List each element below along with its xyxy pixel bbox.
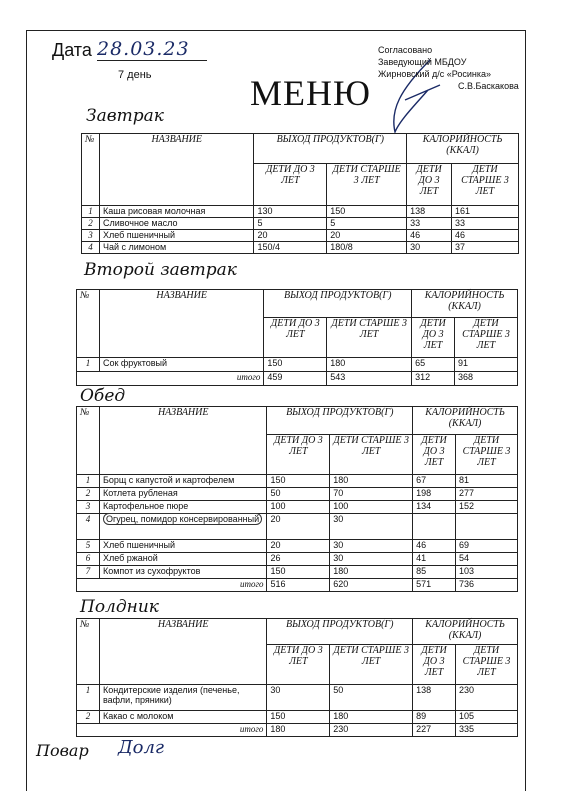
cell-cal-over: 277 [456,488,518,501]
col-calories: КАЛОРИЙНОСТЬ (ККАЛ) [413,619,518,645]
cook-label: Повар [36,741,89,760]
cell-output-under: 20 [267,514,330,540]
cook-signature: Долг [118,737,165,758]
cell-num: 5 [77,540,100,553]
total-output-under: 180 [267,724,330,737]
col-num: № [77,619,100,685]
date-label: Дата [52,40,92,60]
col-name: НАЗВАНИЕ [99,619,266,685]
day-number: 7 день [118,69,152,81]
cell-name: Каша рисовая молочная [99,206,254,218]
total-output-over: 620 [330,579,413,592]
cell-output-over: 180/8 [327,242,407,254]
approval-line: С.В.Баскакова [458,81,519,91]
approval-block [378,44,519,92]
cell-name: Котлета рубленая [99,488,267,501]
col-kids-under: ДЕТИ ДО 3 ЛЕТ [412,318,455,358]
cell-output-under: 5 [254,218,327,230]
cell-num: 2 [82,218,100,230]
cell-output-over: 150 [327,206,407,218]
cell-output-over: 180 [330,711,413,724]
table-row [82,218,519,230]
cell-output-over: 30 [330,514,413,540]
cell-num: 7 [77,566,100,579]
col-kids-under: ДЕТИ ДО 3 ЛЕТ [267,435,330,475]
cell-name: Какао с молоком [99,711,266,724]
cell-cal-over: 54 [456,553,518,566]
section-title-lunch: Обед [80,386,126,406]
cell-cal-under: 46 [407,230,452,242]
cell-output-under: 150 [267,475,330,488]
col-kids-under: ДЕТИ ДО 3 ЛЕТ [407,164,452,206]
cell-name: Кондитерские изделия (печенье, вафли, пряники) [99,685,266,711]
cell-cal-over [456,514,518,540]
cell-cal-under: 134 [413,501,456,514]
cell-name: Хлеб пшеничный [99,230,254,242]
col-num: № [77,407,100,475]
total-label: итого [77,724,267,737]
cell-name: Хлеб ржаной [99,553,267,566]
total-cal-under: 571 [413,579,456,592]
cell-output-over: 70 [330,488,413,501]
cell-cal-over: 161 [452,206,519,218]
table-row-total [77,579,518,592]
total-cal-over: 335 [456,724,518,737]
cell-cal-under: 33 [407,218,452,230]
cell-output-under: 150 [267,711,330,724]
cell-output-under: 30 [267,685,330,711]
cell-output-over: 30 [330,540,413,553]
col-output: ВЫХОД ПРОДУКТОВ(Г) [267,407,413,435]
cell-output-under: 150 [267,566,330,579]
table-row [77,711,518,724]
col-name: НАЗВАНИЕ [99,290,263,358]
cell-num: 3 [77,501,100,514]
cell-cal-over: 152 [456,501,518,514]
table-row [82,242,519,254]
cell-num: 3 [82,230,100,242]
col-kids-over: ДЕТИ СТАРШЕ 3 ЛЕТ [456,645,518,685]
total-label: итого [77,372,264,386]
table-row [82,206,519,218]
col-kids-over: ДЕТИ СТАРШЕ 3 ЛЕТ [330,435,413,475]
col-kids-over: ДЕТИ СТАРШЕ 3 ЛЕТ [456,435,518,475]
approval-line: Согласовано [378,45,433,55]
cell-num: 1 [77,475,100,488]
cell-output-over: 30 [330,553,413,566]
cell-num: 1 [82,206,100,218]
cell-output-over: 180 [327,358,412,372]
cell-name: Сок фруктовый [99,358,263,372]
col-name: НАЗВАНИЕ [99,407,267,475]
date-value: 28.03.23 [97,38,207,61]
approval-line: Заведующий МБДОУ [378,57,467,67]
table-row-total [77,372,518,386]
cell-output-over: 100 [330,501,413,514]
cell-cal-under: 46 [413,540,456,553]
cell-cal-over: 81 [456,475,518,488]
col-output: ВЫХОД ПРОДУКТОВ(Г) [264,290,412,318]
cell-name [99,514,267,540]
col-name: НАЗВАНИЕ [99,134,254,206]
cell-cal-under: 89 [413,711,456,724]
cell-output-over: 5 [327,218,407,230]
col-kids-under: ДЕТИ ДО 3 ЛЕТ [413,435,456,475]
col-output: ВЫХОД ПРОДУКТОВ(Г) [254,134,407,164]
menu-title: МЕНЮ [250,73,371,113]
col-num: № [77,290,100,358]
col-kids-over: ДЕТИ СТАРШЕ 3 ЛЕТ [327,164,407,206]
cell-name-text: Огурец, помидор консервированный [103,513,262,525]
col-kids-over: ДЕТИ СТАРШЕ 3 ЛЕТ [455,318,518,358]
col-calories: КАЛОРИЙНОСТЬ (ККАЛ) [412,290,518,318]
cell-cal-under: 198 [413,488,456,501]
second-breakfast-table [76,289,518,386]
cell-cal-over: 46 [452,230,519,242]
table-row [77,501,518,514]
breakfast-table [81,133,519,254]
cell-output-under: 150 [264,358,327,372]
section-title-snack: Полдник [80,597,159,617]
cell-num: 2 [77,488,100,501]
table-row [77,540,518,553]
table-row [77,358,518,372]
col-kids-over: ДЕТИ СТАРШЕ 3 ЛЕТ [330,645,413,685]
col-kids-over: ДЕТИ СТАРШЕ 3 ЛЕТ [452,164,519,206]
cell-name: Чай с лимоном [99,242,254,254]
cell-cal-under [413,514,456,540]
cell-output-over: 180 [330,475,413,488]
col-calories: КАЛОРИЙНОСТЬ (ККАЛ) [407,134,519,164]
col-kids-over: ДЕТИ СТАРШЕ 3 ЛЕТ [327,318,412,358]
table-row [82,230,519,242]
total-label: итого [77,579,267,592]
cell-num: 2 [77,711,100,724]
total-output-over: 230 [330,724,413,737]
snack-table [76,618,518,737]
col-kids-under: ДЕТИ ДО 3 ЛЕТ [264,318,327,358]
cell-cal-over: 105 [456,711,518,724]
cell-num: 1 [77,358,100,372]
table-row [77,488,518,501]
cell-cal-under: 138 [413,685,456,711]
cell-output-under: 100 [267,501,330,514]
table-row [77,514,518,540]
cell-output-under: 26 [267,553,330,566]
col-num: № [82,134,100,206]
col-kids-under: ДЕТИ ДО 3 ЛЕТ [254,164,327,206]
cell-cal-over: 103 [456,566,518,579]
section-title-breakfast: Завтрак [86,106,164,126]
approval-line: Жирновский д/с «Росинка» [378,69,492,79]
col-kids-under: ДЕТИ ДО 3 ЛЕТ [267,645,330,685]
cell-output-over: 50 [330,685,413,711]
cell-output-under: 130 [254,206,327,218]
cell-name: Сливочное масло [99,218,254,230]
cell-output-over: 180 [330,566,413,579]
cell-name: Картофельное пюре [99,501,267,514]
cell-cal-over: 37 [452,242,519,254]
table-row [77,685,518,711]
cell-cal-over: 69 [456,540,518,553]
cell-output-under: 20 [254,230,327,242]
col-output: ВЫХОД ПРОДУКТОВ(Г) [267,619,413,645]
cell-name: Хлеб пшеничный [99,540,267,553]
total-output-over: 543 [327,372,412,386]
cell-cal-under: 138 [407,206,452,218]
col-calories: КАЛОРИЙНОСТЬ (ККАЛ) [413,407,518,435]
total-output-under: 459 [264,372,327,386]
cell-cal-under: 65 [412,358,455,372]
cell-cal-under: 41 [413,553,456,566]
cell-output-under: 50 [267,488,330,501]
cell-cal-under: 67 [413,475,456,488]
table-row [77,475,518,488]
table-row-total [77,724,518,737]
total-cal-over: 736 [456,579,518,592]
total-output-under: 516 [267,579,330,592]
cell-name: Борщ с капустой и картофелем [99,475,267,488]
cell-num: 1 [77,685,100,711]
cell-cal-over: 230 [456,685,518,711]
cell-cal-over: 91 [455,358,518,372]
cell-output-under: 150/4 [254,242,327,254]
cell-name: Компот из сухофруктов [99,566,267,579]
cell-cal-under: 85 [413,566,456,579]
total-cal-over: 368 [455,372,518,386]
table-row [77,566,518,579]
cell-num: 6 [77,553,100,566]
section-title-second-breakfast: Второй завтрак [84,260,237,280]
total-cal-under: 227 [413,724,456,737]
cell-num: 4 [82,242,100,254]
lunch-table [76,406,518,592]
total-cal-under: 312 [412,372,455,386]
cell-output-over: 20 [327,230,407,242]
cell-output-under: 20 [267,540,330,553]
cell-num: 4 [77,514,100,540]
col-kids-under: ДЕТИ ДО 3 ЛЕТ [413,645,456,685]
table-row [77,553,518,566]
cell-cal-over: 33 [452,218,519,230]
cell-cal-under: 30 [407,242,452,254]
